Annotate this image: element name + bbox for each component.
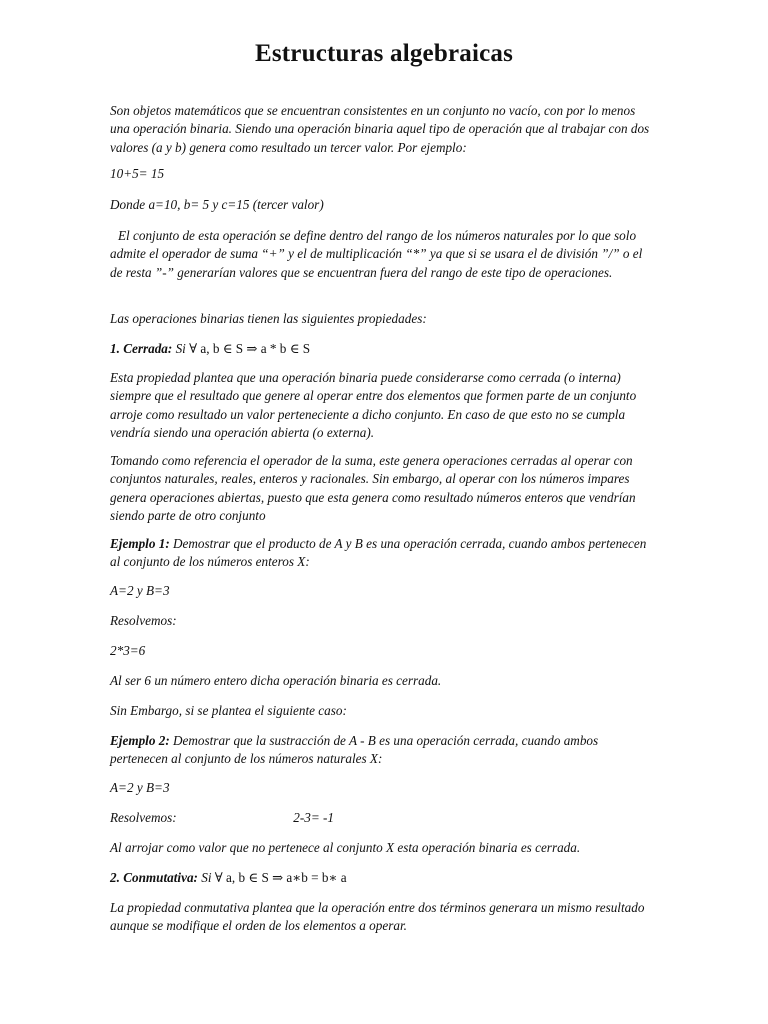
property-commutative-formula: ∀ a, b ∈ S ⇒ a∗b = b∗ a (214, 870, 347, 885)
properties-intro: Las operaciones binarias tienen las siguientes propiedades: (110, 311, 427, 326)
intro-paragraph: Son objetos matemáticos que se encuentran consistentes en un conjunto no vacío, con por lo menos una operación binaria. Siendo una operación binaria aquel tipo de operación que al trabajar con dos valores (a y b) genera como resultado un tercer valor. Por ejemplo: (110, 103, 650, 155)
example2-values: A=2 y B=3 (110, 780, 170, 795)
example1-label: Ejemplo 1: (110, 536, 170, 551)
example1-statement (110, 535, 655, 572)
example1-text: Demostrar que el producto de A y B es una operación cerrada, cuando ambos pertenecen al conjunto de los números enteros X: (110, 536, 647, 570)
example1-values: A=2 y B=3 (110, 583, 170, 598)
example-variables: Donde a=10, b= 5 y c=15 (tercer valor) (110, 197, 324, 212)
page-title: Estructuras algebraicas (254, 40, 514, 67)
property-commutative-label: 2. Conmutativa: (110, 870, 198, 885)
example2-resolve-line (110, 809, 655, 827)
property-closed-reference: Tomando como referencia el operador de la suma, este genera operaciones cerradas al operar con conjuntos naturales, reales, enteros y racionales. Sin embargo, al operar con los números impares genera operaciones abiertas, puesto que esta genera como resultado números enteros que vendrían siendo parte de otro conjunto (110, 453, 636, 524)
example1-resolve: Resolvemos: (110, 613, 177, 628)
example2-conclusion: Al arrojar como valor que no pertenece al conjunto X esta operación binaria es cerrada. (110, 840, 581, 855)
example2-text: Demostrar que la sustracción de A - B es una operación cerrada, cuando ambos pertenecen al conjunto de los números naturales X: (110, 733, 599, 767)
property-commutative-heading (110, 869, 655, 887)
set-paragraph: El conjunto de esta operación se define dentro del rango de los números naturales por lo que solo admite el operador de suma “+” y el de multiplicación “*” ya que si se usara el de división ”/” o el de resta ”-” generarían valores que se encuentran fuera del rango de este tipo de operaciones. (110, 228, 643, 280)
example2-label: Ejemplo 2: (110, 733, 170, 748)
property-closed-si: Si (175, 341, 186, 356)
example-equation: 10+5= 15 (110, 166, 165, 181)
example2-resolve: Resolvemos: (110, 810, 177, 825)
example1-calc: 2*3=6 (110, 643, 146, 658)
property-closed-label: 1. Cerrada: (110, 341, 173, 356)
example2-calc: 2-3= -1 (293, 810, 335, 825)
property-closed-heading (110, 340, 655, 358)
property-closed-description: Esta propiedad plantea que una operación binaria puede considerarse como cerrada (o interna) siempre que el resultado que genere al operar entre dos elementos que formen parte de un conjunto arroje como resultado un valor perteneciente a dicho conjunto. En caso de que esto no se cumpla vendría siendo una operación abierta (o externa). (110, 370, 637, 441)
example1-conclusion: Al ser 6 un número entero dicha operación binaria es cerrada. (110, 673, 442, 688)
however-line: Sin Embargo, si se plantea el siguiente caso: (110, 703, 347, 718)
example2-statement (110, 732, 655, 769)
property-closed-formula: ∀ a, b ∈ S ⇒ a * b ∈ S (189, 341, 311, 356)
property-commutative-description: La propiedad conmutativa plantea que la operación entre dos términos generara un mismo resultado aunque se modifique el orden de los elementos a operar. (110, 900, 645, 934)
property-commutative-si: Si (201, 870, 212, 885)
